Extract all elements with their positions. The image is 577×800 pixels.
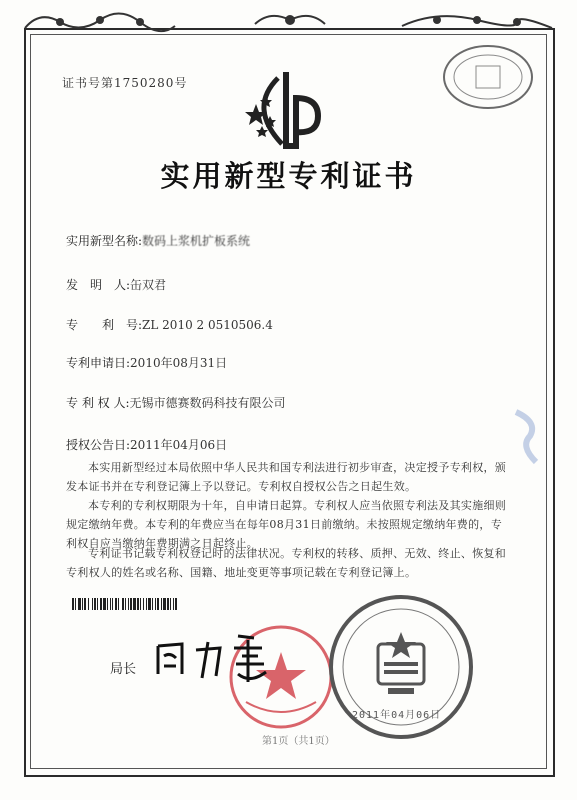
inventor-label: 发 明 人: [66, 278, 131, 292]
utility-name-label: 实用新型名称: [66, 234, 143, 248]
page-number: 第1页（共1页） [262, 736, 335, 747]
filing-date-label: 专利申请日: [66, 356, 131, 370]
grant-date-value: 2011年04月06日 [130, 438, 228, 452]
filing-date-row [66, 354, 227, 371]
patentee-row [66, 394, 286, 411]
patent-office-emblem-icon [238, 68, 338, 150]
patentee-value: 无锡市德赛数码科技有限公司 [129, 396, 286, 410]
barcode [72, 598, 278, 610]
ornament-middle [250, 6, 330, 34]
body-paragraph-1: 本实用新型经过本局依照中华人民共和国专利法进行初步审查，决定授予专利权，颁发本证书并在专利登记簿上予以登记。专利权自授权公告之日起生效。 [66, 461, 507, 493]
ornament-left [20, 8, 180, 36]
director-label: 局长 [110, 662, 137, 677]
director-signature [150, 628, 290, 688]
ornament-right [397, 8, 557, 36]
filing-date-value: 2010年08月31日 [130, 356, 228, 370]
patent-number-label: 专 利 号: [66, 318, 143, 332]
patent-number-value: ZL 2010 2 0510506.4 [142, 318, 273, 332]
seal-date-stamp: 2011年04月06日 [352, 710, 442, 721]
utility-name-value: 数码上浆机扩板系统 [142, 234, 251, 248]
patentee-label: 专 利 权 人: [66, 396, 130, 410]
inventor-value: 缶双君 [130, 278, 167, 292]
patent-number-row [66, 316, 273, 333]
utility-name-row [66, 232, 250, 249]
inventor-row [66, 276, 166, 293]
certificate-title: 实用新型专利证书 [160, 159, 417, 193]
grant-date-row [66, 436, 227, 453]
body-paragraph-3: 专利证书记载专利权登记时的法律状况。专利权的转移、质押、无效、终止、恢复和专利权人的姓名或名称、国籍、地址变更等事项记载在专利登记簿上。 [66, 547, 507, 579]
grant-date-label: 授权公告日: [66, 438, 131, 452]
certificate-number: 证书号第1750280号 [62, 76, 188, 90]
body-paragraph-2: 本专利的专利权期限为十年，自申请日起算。专利权人应当依照专利法及其实施细则规定缴纳年费。本专利的年费应当在每年08月31日前缴纳。未按照规定缴纳年费的，专利权自应当缴纳年费期满之日起终止。 [66, 499, 507, 550]
blue-ink-smudge [508, 402, 548, 472]
office-stamp-top-right [440, 42, 536, 112]
